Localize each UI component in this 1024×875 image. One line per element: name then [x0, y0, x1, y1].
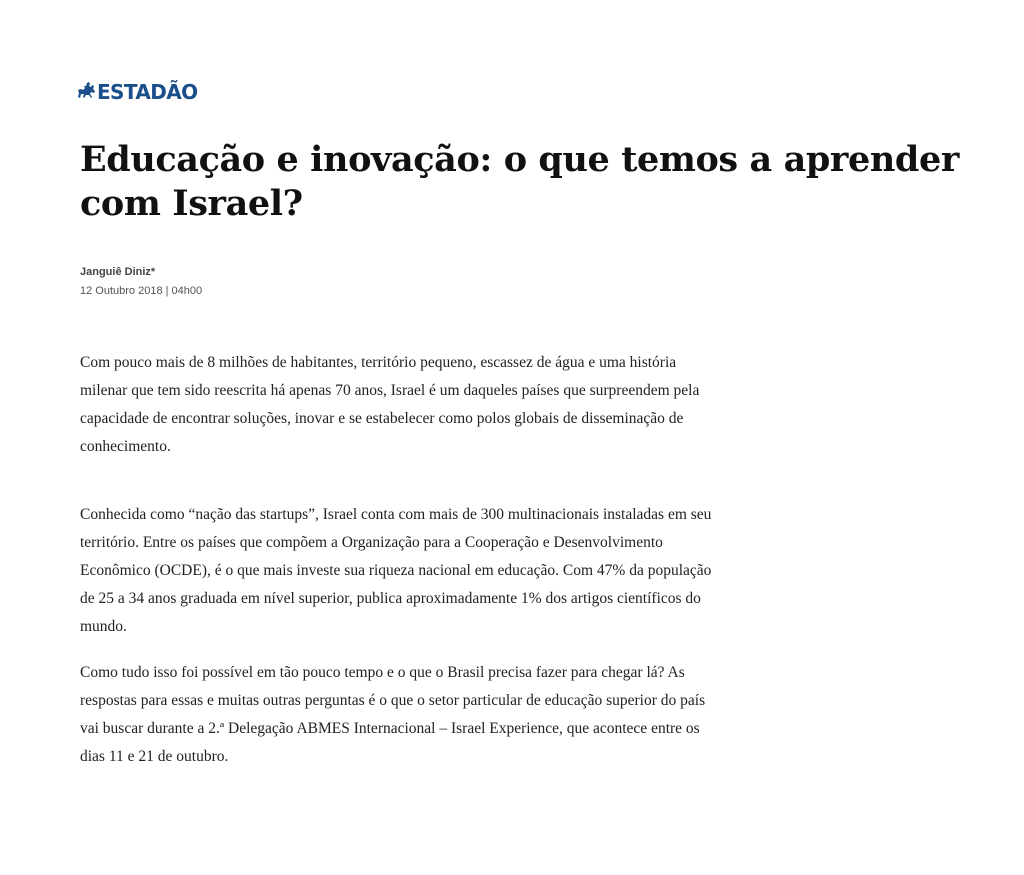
horse-rider-icon: [78, 82, 96, 102]
publish-date: 12 Outubro 2018 | 04h00: [80, 285, 203, 297]
estadao-logo[interactable]: [78, 80, 198, 104]
article-paragraph-1: Com pouco mais de 8 milhões de habitantes, território pequeno, escassez de água e uma história milenar que tem sido reescrita há apenas 70 anos, Israel é um daqueles países que surpreendem pela capacidade de encontrar soluções, inovar e se estabelecer como polos globais de disseminação de conhecimento.: [80, 354, 700, 455]
byline: [80, 265, 202, 298]
article-paragraph-3: Como tudo isso foi possível em tão pouco tempo e o que o Brasil precisa fazer para chegar lá? As respostas para essas e muitas outras perguntas é o que o setor particular de educação superior do país vai buscar durante a 2.ª Delegação ABMES Internacional – Israel Experience, que acontece entre os dias 11 e 21 de outubro.: [80, 664, 706, 765]
logo-wordmark: ESTADÃO: [97, 80, 198, 104]
article-title: Educação e inovação: o que temos a aprender com Israel?: [80, 139, 959, 224]
author-name: Janguiê Diniz*: [80, 266, 156, 278]
article-paragraph-2: Conhecida como “nação das startups”, Israel conta com mais de 300 multinacionais instaladas em seu território. Entre os países que compõem a Organização para a Cooperação e Desenvolvimento Econômico (OCDE), é o que mais investe sua riqueza nacional em educação. Com 47% da população de 25 a 34 anos graduada em nível superior, publica aproximadamente 1% dos artigos científicos do mundo.: [80, 506, 712, 635]
